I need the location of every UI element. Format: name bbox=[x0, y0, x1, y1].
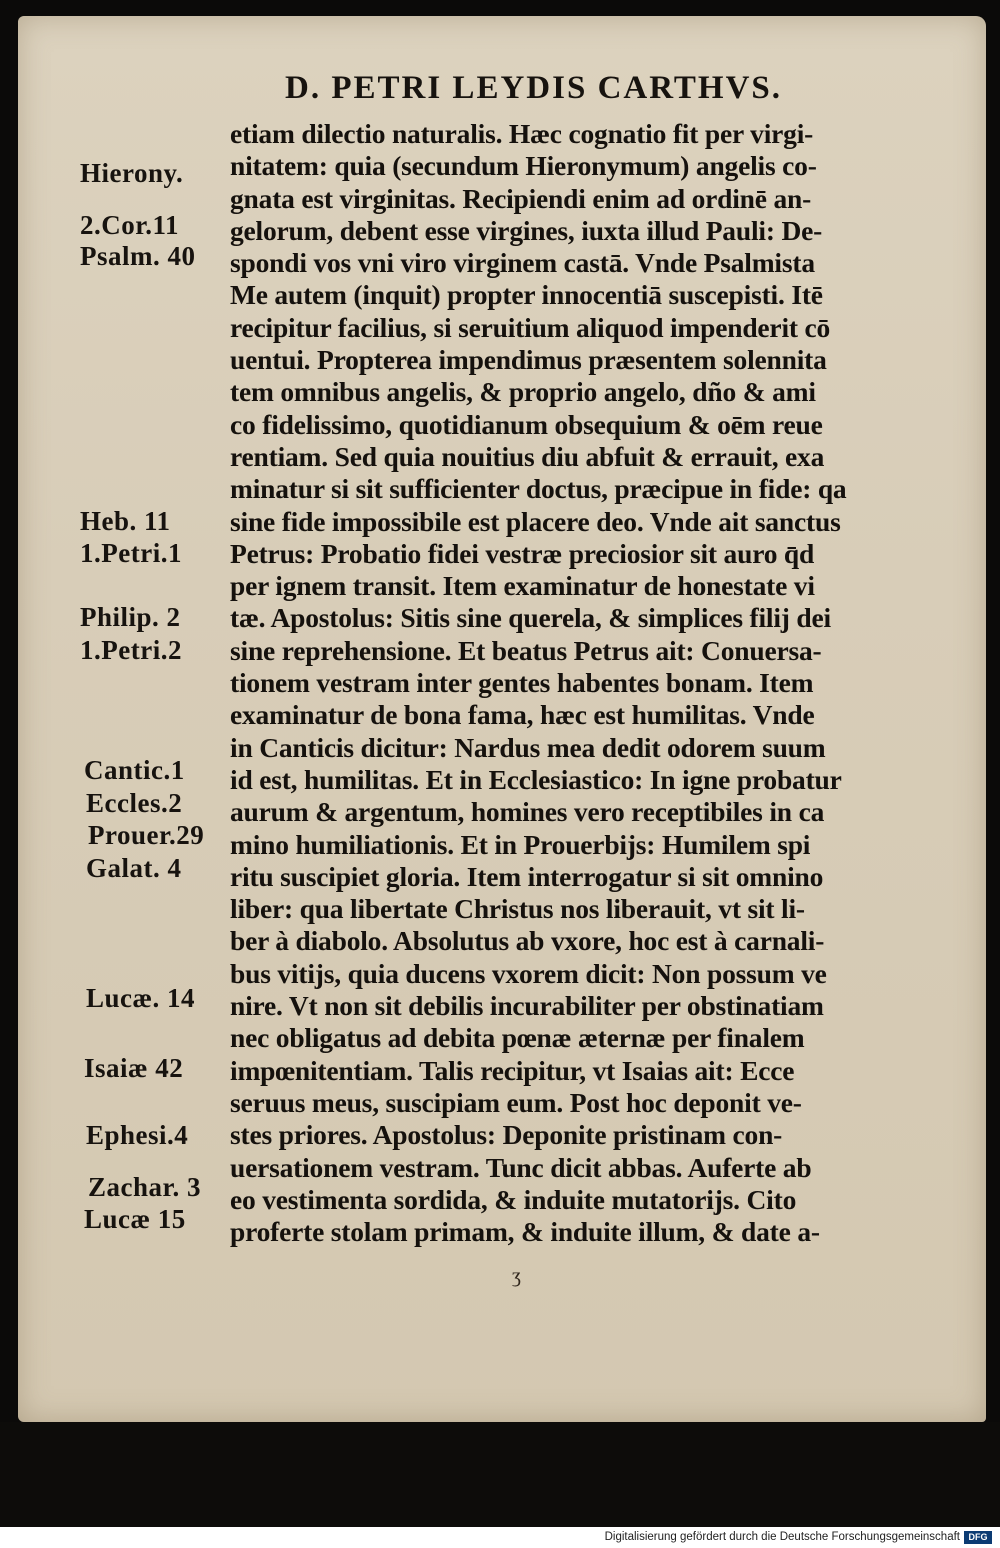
margin-note-heb: Heb. 11 bbox=[80, 506, 171, 536]
text-line: sine reprehensione. Et beatus Petrus ait: Conuersa- bbox=[230, 634, 822, 666]
margin-note-petri-1: 1.Petri.1 bbox=[80, 538, 182, 568]
margin-note-galat: Galat. 4 bbox=[86, 853, 182, 883]
margin-note-lucae-15: Lucæ 15 bbox=[84, 1204, 186, 1234]
text-line: spondi vos vni viro virginem castā. Vnde Psalmista bbox=[230, 247, 815, 279]
text-line: per ignem transit. Item examinatur de honestate vi bbox=[230, 570, 815, 602]
text-line: Me autem (inquit) propter innocentiā suscepisti. Itē bbox=[230, 279, 823, 311]
text-line: bus vitijs, quia ducens vxorem dicit: Non possum ve bbox=[230, 957, 827, 989]
scan-border-bottom bbox=[0, 1422, 1000, 1527]
margin-note-hierony: Hierony. bbox=[80, 158, 184, 188]
text-line: tæ. Apostolus: Sitis sine querela, & simplices filij dei bbox=[230, 602, 831, 634]
text-line: mino humiliationis. Et in Prouerbijs: Humilem spi bbox=[230, 828, 811, 860]
text-line: gelorum, debent esse virgines, iuxta illud Pauli: De- bbox=[230, 214, 823, 246]
margin-note-lucae-14: Lucæ. 14 bbox=[86, 983, 196, 1013]
signature-mark: ʒ bbox=[512, 1265, 521, 1287]
text-line: nire. Vt non sit debilis incurabiliter per obstinatiam bbox=[230, 990, 824, 1022]
text-line: gnata est virginitas. Recipiendi enim ad ordinē an- bbox=[230, 182, 812, 214]
text-line: examinatur de bona fama, hæc est humilitas. Vnde bbox=[230, 699, 815, 731]
margin-note-petri-2: 1.Petri.2 bbox=[80, 635, 182, 665]
text-line: uentui. Propterea impendimus præsentem solennita bbox=[230, 344, 827, 376]
margin-note-psalm: Psalm. 40 bbox=[80, 241, 196, 271]
text-line: rentiam. Sed quia nouitius diu abfuit & errauit, exa bbox=[230, 440, 825, 472]
text-line: nec obligatus ad debita pœnæ æternæ per finalem bbox=[230, 1022, 805, 1054]
text-line: id est, humilitas. Et in Ecclesiastico: In igne probatur bbox=[230, 763, 842, 795]
text-line: seruus meus, suscipiam eum. Post hoc deponit ve- bbox=[230, 1086, 802, 1118]
margin-note-isaiae: Isaiæ 42 bbox=[84, 1053, 184, 1083]
text-line: liber: qua libertate Christus nos liberauit, vt sit li- bbox=[230, 893, 805, 925]
text-line: recipitur facilius, si seruitium aliquod impenderit cō bbox=[230, 311, 831, 343]
margin-note-cor: 2.Cor.11 bbox=[80, 210, 180, 240]
margin-note-cantic: Cantic.1 bbox=[84, 755, 185, 785]
margin-note-zachar: Zachar. 3 bbox=[88, 1172, 202, 1202]
dfg-logo: DFG bbox=[964, 1531, 992, 1544]
body-text bbox=[230, 118, 930, 1248]
text-line: impœnitentiam. Talis recipitur, vt Isaias ait: Ecce bbox=[230, 1054, 795, 1086]
text-line: ritu suscipiet gloria. Item interrogatur si sit omnino bbox=[230, 860, 824, 892]
text-line: eo vestimenta sordida, & induite mutatorijs. Cito bbox=[230, 1183, 797, 1215]
text-line: proferte stolam primam, & induite illum, & date a- bbox=[230, 1216, 820, 1248]
running-header: D. PETRI LEYDIS CARTHVS. bbox=[285, 70, 783, 106]
text-line: in Canticis dicitur: Nardus mea dedit odorem suum bbox=[230, 731, 826, 763]
footer-bar bbox=[0, 1527, 1000, 1548]
text-line: co fidelissimo, quotidianum obsequium & oēm reue bbox=[230, 408, 823, 440]
margin-note-philip: Philip. 2 bbox=[80, 602, 181, 632]
text-line: tem omnibus angelis, & proprio angelo, dño & ami bbox=[230, 376, 816, 408]
margin-note-eccles: Eccles.2 bbox=[86, 788, 183, 818]
text-line: aurum & argentum, homines vero receptibiles in ca bbox=[230, 796, 825, 828]
text-line: ber à diabolo. Absolutus ab vxore, hoc est à carnali- bbox=[230, 925, 825, 957]
text-line: uersationem vestram. Tunc dicit abbas. Auferte ab bbox=[230, 1151, 812, 1183]
text-line: minatur si sit sufficienter doctus, præcipue in fide: qa bbox=[230, 473, 847, 505]
margin-note-prouer: Prouer.29 bbox=[88, 820, 205, 850]
text-line: tionem vestram inter gentes habentes bonam. Item bbox=[230, 667, 814, 699]
text-line: Petrus: Probatio fidei vestræ preciosior sit auro q̄d bbox=[230, 537, 815, 569]
text-line: stes priores. Apostolus: Deponite pristinam con- bbox=[230, 1119, 783, 1151]
text-line: sine fide impossibile est placere deo. Vnde ait sanctus bbox=[230, 505, 841, 537]
text-line: nitatem: quia (secundum Hieronymum) angelis co- bbox=[230, 150, 817, 182]
margin-note-ephesi: Ephesi.4 bbox=[86, 1120, 189, 1150]
text-line: etiam dilectio naturalis. Hæc cognatio fit per virgi- bbox=[230, 118, 814, 149]
funding-credit: Digitalisierung gefördert durch die Deutsche Forschungsgemeinschaft bbox=[604, 1531, 960, 1543]
